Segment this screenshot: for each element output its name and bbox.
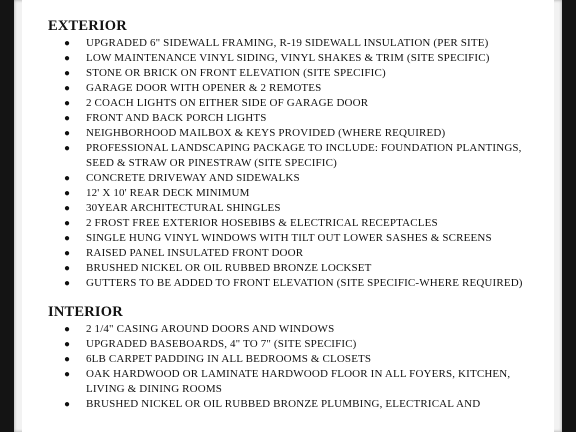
bullet-icon: ● (64, 113, 71, 124)
list-item-text: LOW MAINTENANCE VINYL SIDING, VINYL SHAKES & TRIM (SITE SPECIFIC) (86, 52, 490, 64)
list-item (48, 246, 548, 261)
bullet-icon: ● (64, 83, 71, 94)
list-item (48, 216, 548, 231)
list-item-text: GARAGE DOOR WITH OPENER & 2 REMOTES (86, 82, 322, 94)
bullet-icon: ● (64, 339, 71, 350)
bullet-icon: ● (64, 399, 71, 410)
list-item (48, 261, 548, 276)
list-item-text: RAISED PANEL INSULATED FRONT DOOR (86, 247, 304, 259)
list-item-text: UPGRADED 6" SIDEWALL FRAMING, R-19 SIDEWALL INSULATION (PER SITE) (86, 37, 489, 49)
bullet-icon: ● (64, 203, 71, 214)
bullet-icon: ● (64, 53, 71, 64)
bullet-icon: ● (64, 188, 71, 199)
bullet-icon: ● (64, 218, 71, 229)
list-item (48, 141, 548, 171)
list-item (48, 126, 548, 141)
bullet-icon: ● (64, 143, 71, 154)
list-item (48, 81, 548, 96)
bullet-icon: ● (64, 128, 71, 139)
bullet-icon: ● (64, 324, 71, 335)
bullet-icon: ● (64, 38, 71, 49)
exterior-list (48, 36, 548, 291)
bullet-icon: ● (64, 263, 71, 274)
list-item (48, 66, 548, 81)
list-item-text: SINGLE HUNG VINYL WINDOWS WITH TILT OUT LOWER SASHES & SCREENS (86, 232, 492, 244)
list-item-text: 2 FROST FREE EXTERIOR HOSEBIBS & ELECTRICAL RECEPTACLES (86, 217, 438, 229)
list-item-text: PROFESSIONAL LANDSCAPING PACKAGE TO INCLUDE: FOUNDATION PLANTINGS, SEED & STRAW OR PINESTRAW (SITE SPECIFIC) (86, 142, 522, 169)
list-item-text: 2 1/4" CASING AROUND DOORS AND WINDOWS (86, 323, 335, 335)
list-item (48, 352, 548, 367)
list-item-text: FRONT AND BACK PORCH LIGHTS (86, 112, 267, 124)
list-item-text: BRUSHED NICKEL OR OIL RUBBED BRONZE PLUMBING, ELECTRICAL AND (86, 398, 481, 410)
list-item (48, 367, 548, 397)
list-item (48, 201, 548, 216)
list-item-text: 6LB CARPET PADDING IN ALL BEDROOMS & CLOSETS (86, 353, 372, 365)
list-item (48, 36, 548, 51)
list-item-text: OAK HARDWOOD OR LAMINATE HARDWOOD FLOOR IN ALL FOYERS, KITCHEN, LIVING & DINING ROOMS (86, 368, 511, 395)
list-item-text: STONE OR BRICK ON FRONT ELEVATION (SITE SPECIFIC) (86, 67, 386, 79)
list-item (48, 111, 548, 126)
document-page (22, 0, 554, 432)
list-item (48, 322, 548, 337)
document-content (48, 18, 548, 412)
bullet-icon: ● (64, 68, 71, 79)
bullet-icon: ● (64, 369, 71, 380)
list-item-text: NEIGHBORHOOD MAILBOX & KEYS PROVIDED (WHERE REQUIRED) (86, 127, 446, 139)
list-item-text: 2 COACH LIGHTS ON EITHER SIDE OF GARAGE DOOR (86, 97, 369, 109)
list-item-text: 12' X 10' REAR DECK MINIMUM (86, 187, 250, 199)
list-item (48, 231, 548, 246)
bullet-icon: ● (64, 278, 71, 289)
list-item-text: GUTTERS TO BE ADDED TO FRONT ELEVATION (SITE SPECIFIC-WHERE REQUIRED) (86, 277, 523, 289)
bullet-icon: ● (64, 354, 71, 365)
list-item-text: 30YEAR ARCHITECTURAL SHINGLES (86, 202, 281, 214)
list-item (48, 397, 548, 412)
list-item (48, 337, 548, 352)
exterior-heading: EXTERIOR (48, 18, 127, 34)
interior-heading: INTERIOR (48, 304, 123, 320)
list-item (48, 171, 548, 186)
list-item-text: CONCRETE DRIVEWAY AND SIDEWALKS (86, 172, 300, 184)
bullet-icon: ● (64, 248, 71, 259)
list-item (48, 186, 548, 201)
bullet-icon: ● (64, 233, 71, 244)
interior-list (48, 322, 548, 412)
list-item-text: UPGRADED BASEBOARDS, 4" TO 7" (SITE SPECIFIC) (86, 338, 357, 350)
bullet-icon: ● (64, 173, 71, 184)
list-item (48, 96, 548, 111)
list-item (48, 276, 548, 291)
bullet-icon: ● (64, 98, 71, 109)
list-item (48, 51, 548, 66)
list-item-text: BRUSHED NICKEL OR OIL RUBBED BRONZE LOCKSET (86, 262, 372, 274)
